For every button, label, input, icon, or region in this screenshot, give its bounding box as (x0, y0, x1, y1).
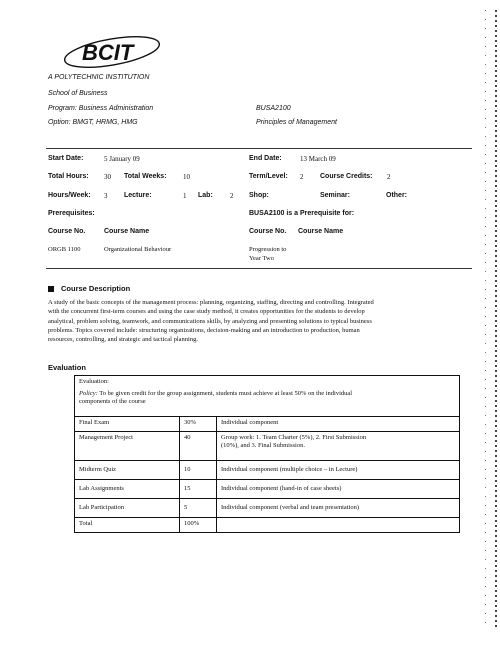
eval-item: Lab Participation (75, 499, 180, 518)
evaluation-box-title: Evaluation: (79, 378, 109, 385)
course-no-header: Course No. (48, 228, 86, 235)
total-hours-value: 30 (104, 173, 111, 181)
eval-desc-line: Group work: 1. Team Charter (5%), 2. First Submission (221, 434, 367, 441)
eval-weight: 100% (180, 518, 217, 533)
program-name: Program: Business Administration (48, 105, 154, 112)
hours-week-label: Hours/Week: (48, 192, 91, 199)
svg-text:BCIT: BCIT (82, 40, 134, 65)
total-weeks-value: 10 (183, 173, 190, 181)
start-date-label: Start Date: (48, 155, 84, 162)
divider (46, 148, 472, 149)
description-line: problems. Topics covered include: structuring organizations, decision-making and an introduction to production, human (48, 326, 360, 334)
course-description-body (48, 298, 478, 344)
lecture-label: Lecture: (124, 192, 152, 199)
eval-item: Total (75, 518, 180, 533)
other-label: Other: (386, 192, 407, 199)
table-row (75, 461, 460, 480)
term-value: 2 (300, 173, 304, 181)
end-date-value: 13 March 09 (300, 155, 336, 163)
lecture-value: 1 (183, 192, 187, 200)
bcit-logo (60, 30, 172, 74)
eval-weight: 10 (180, 461, 217, 480)
hours-week-value: 3 (104, 192, 108, 200)
bullet-square-icon (48, 286, 54, 292)
policy-text-2: components of the course (79, 398, 146, 406)
course-code: BUSA2100 (256, 105, 291, 112)
total-hours-label: Total Hours: (48, 173, 89, 180)
eval-desc-line: (10%), and 3. Final Submission. (221, 442, 305, 450)
course-title: Principles of Management (256, 119, 337, 126)
prereq-course-no: ORGB 1100 (48, 246, 81, 253)
school-name: School of Business (48, 90, 108, 97)
lab-value: 2 (230, 192, 234, 200)
seminar-label: Seminar: (320, 192, 350, 199)
course-description-heading (48, 284, 130, 293)
evaluation-heading: Evaluation (48, 363, 86, 372)
eval-desc: Individual component (multiple choice – in Lecture) (217, 461, 460, 480)
eval-item: Lab Assignments (75, 480, 180, 499)
postreq-line2: Year Two (249, 255, 274, 262)
description-line: resources, controlling, and strategic and tactical planning. (48, 336, 198, 344)
eval-desc (217, 432, 460, 461)
prerequisite-for-label: BUSA2100 is a Prerequisite for: (249, 210, 355, 217)
eval-weight: 30% (180, 417, 217, 432)
end-date-label: End Date: (249, 155, 282, 162)
prereq-course-name: Organizational Behaviour (104, 246, 172, 253)
eval-item: Final Exam (75, 417, 180, 432)
total-weeks-label: Total Weeks: (124, 173, 167, 180)
description-line: with the concurrent first-term courses and using the case study method, it creates opportunities for the students to develop (48, 308, 365, 316)
policy-text-body: To be given credit for the group assignment, students must achieve at least 50% on the individual (97, 390, 353, 398)
table-row (75, 480, 460, 499)
eval-weight: 5 (180, 499, 217, 518)
eval-desc: Individual component (verbal and team presentation) (217, 499, 460, 518)
eval-desc: Individual component (217, 417, 460, 432)
table-row (75, 518, 460, 533)
term-label: Term/Level: (249, 173, 288, 180)
policy-label: Policy: (79, 390, 98, 398)
policy-text (79, 390, 455, 398)
prerequisites-label: Prerequisites: (48, 210, 95, 217)
description-line: A study of the basic concepts of the management process: planning, organizing, staffing, directing and controlling. Integrated (48, 299, 374, 306)
option-name: Option: BMGT, HRMG, HMG (48, 119, 138, 126)
evaluation-table (74, 375, 460, 533)
lab-label: Lab: (198, 192, 213, 199)
table-row (75, 432, 460, 461)
table-row (75, 417, 460, 432)
eval-item: Midterm Quiz (75, 461, 180, 480)
table-row (75, 376, 460, 417)
eval-weight: 15 (180, 480, 217, 499)
postreq-line1: Progression to (249, 246, 287, 253)
divider (46, 268, 472, 269)
eval-item: Management Project (75, 432, 180, 461)
shop-label: Shop: (249, 192, 269, 199)
evaluation-policy-cell (75, 376, 460, 417)
course-name-header: Course Name (104, 228, 150, 235)
credits-value: 2 (387, 173, 391, 181)
course-description-heading-text: Course Description (61, 284, 131, 293)
description-line: analytical, problem solving, teamwork, and communications skills, by analyzing and presenting solutions to typical business (48, 317, 372, 325)
course-name-header-2: Course Name (298, 228, 344, 235)
credits-label: Course Credits: (320, 173, 373, 180)
eval-desc (217, 518, 460, 533)
scan-edge-artifact (495, 10, 497, 630)
eval-desc: Individual component (hand-in of case sheets) (217, 480, 460, 499)
course-no-header-2: Course No. (249, 228, 287, 235)
scan-edge-artifact-inner (485, 10, 486, 630)
eval-weight: 40 (180, 432, 217, 461)
start-date-value: 5 January 09 (104, 155, 140, 163)
tagline: A POLYTECHNIC INSTITUTION (48, 74, 150, 81)
table-row (75, 499, 460, 518)
